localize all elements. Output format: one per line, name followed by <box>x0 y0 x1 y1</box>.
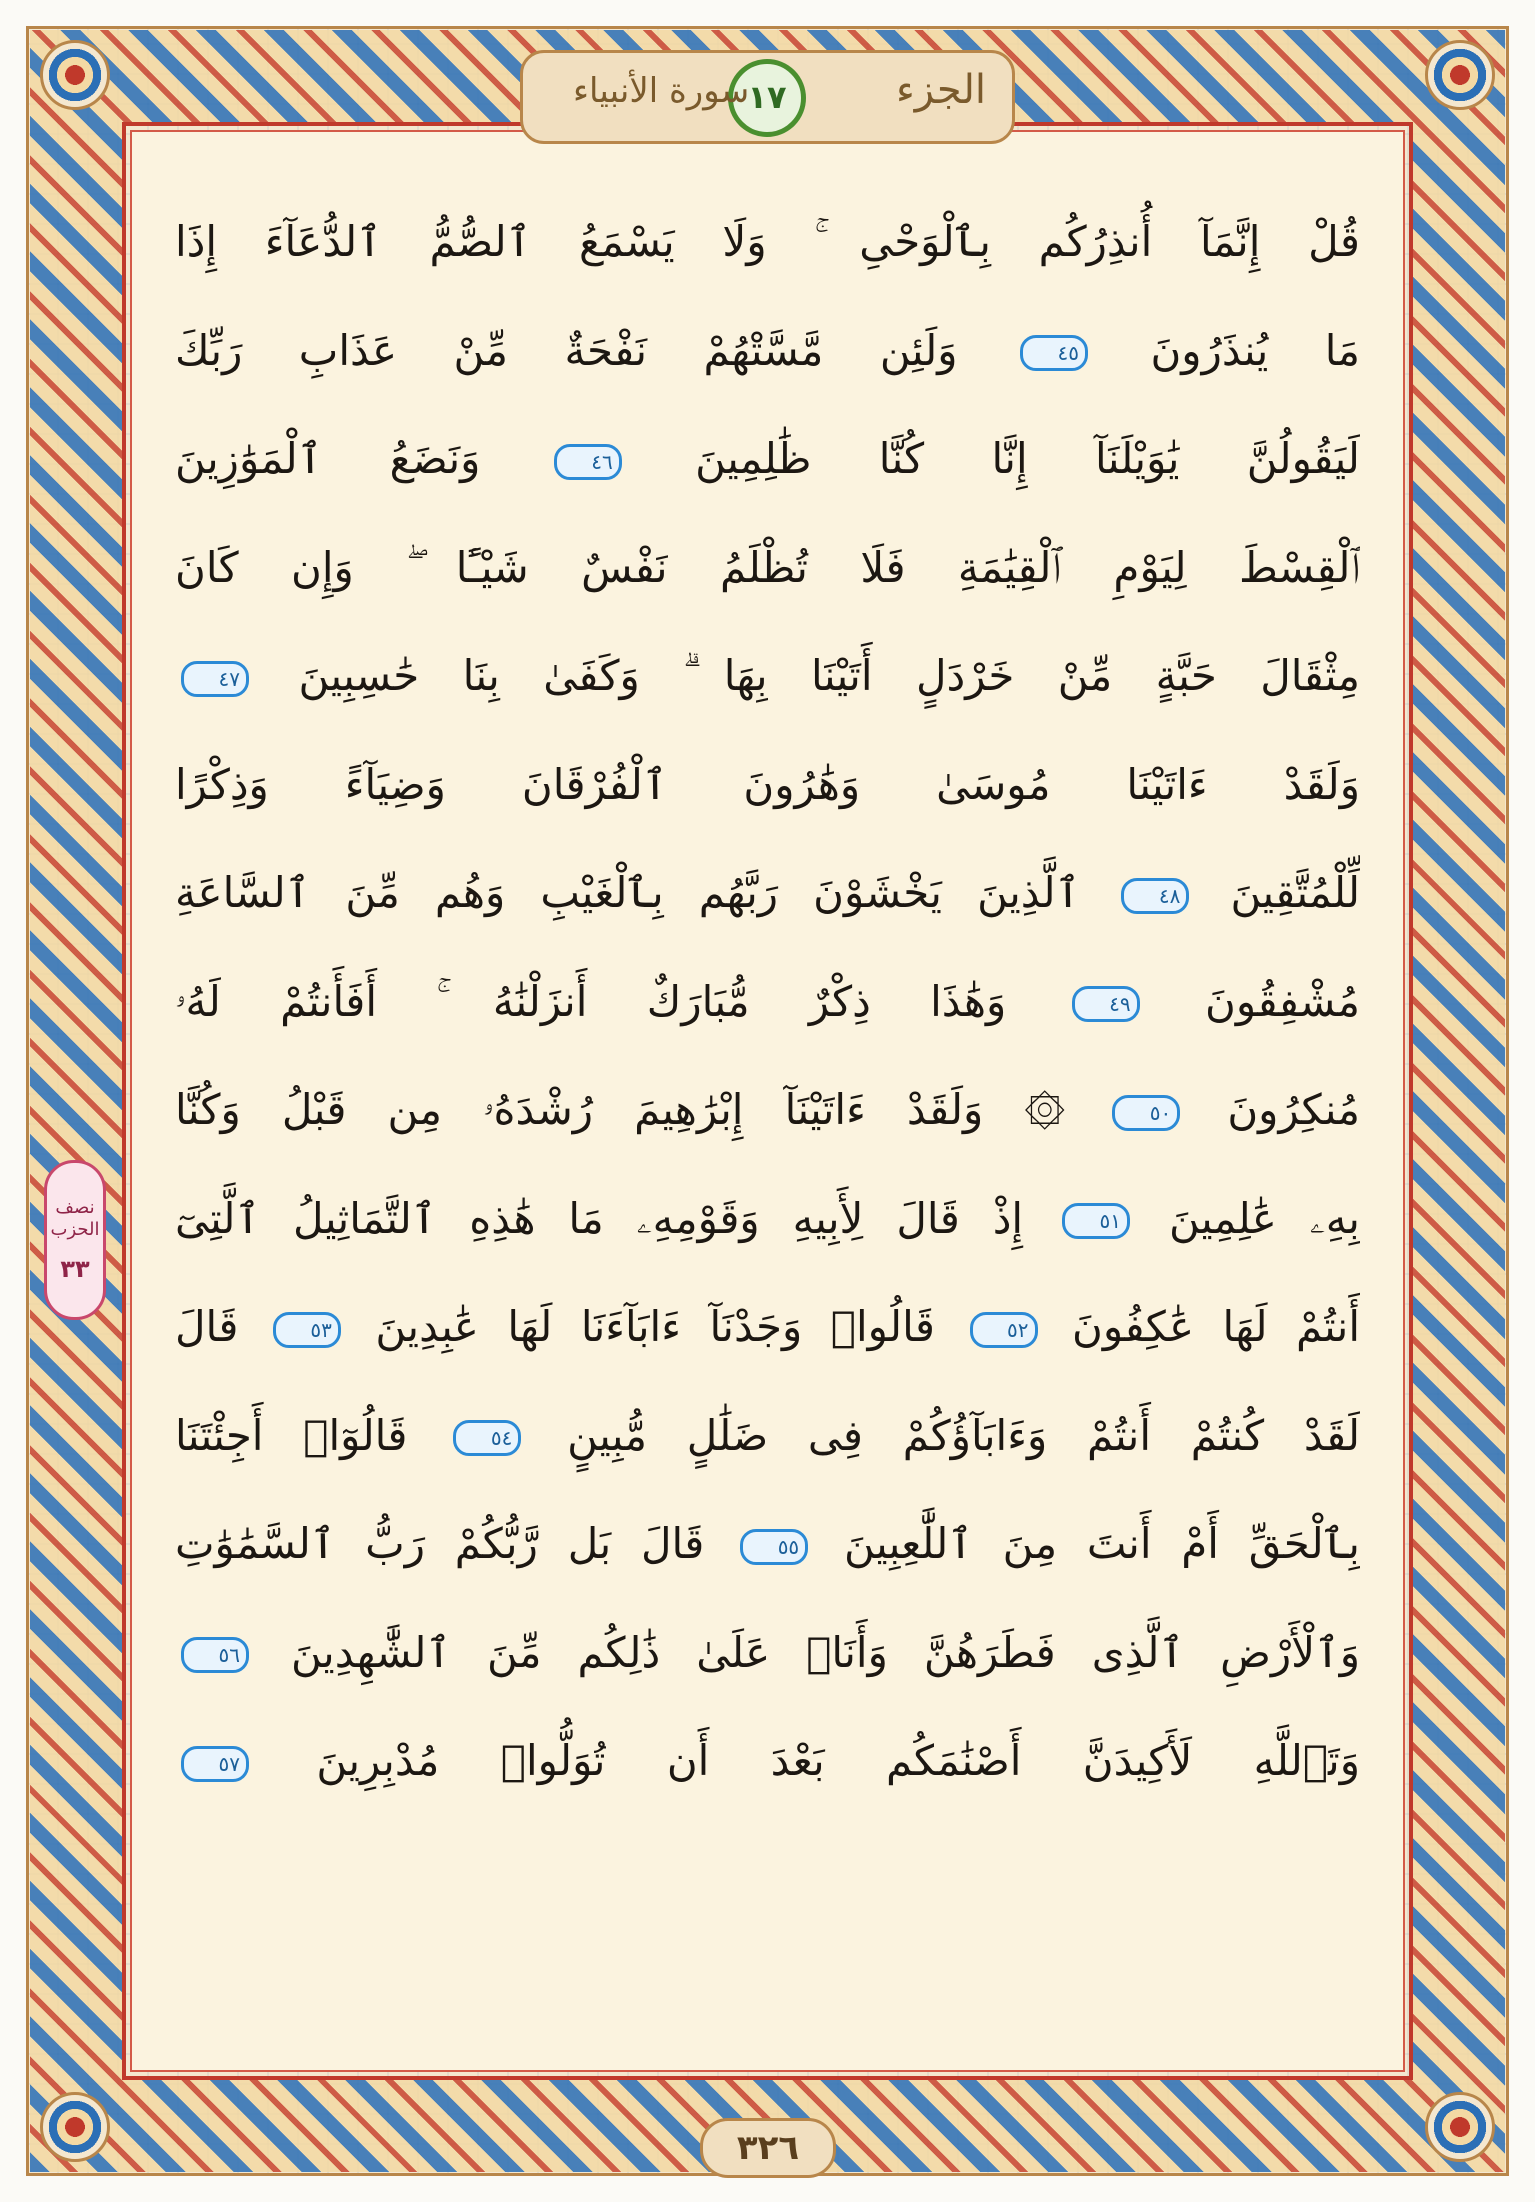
line-text: وَنَضَعُ ٱلْمَوَٰزِينَ <box>175 434 481 483</box>
line-text: قَالُوٓا۟ أَجِئْتَنَا <box>175 1410 408 1460</box>
line-text: قَالَ بَل رَّبُّكُمْ رَبُّ ٱلسَّمَٰوَٰتِ <box>175 1519 705 1568</box>
text-line <box>175 1165 1360 1274</box>
text-line <box>175 1490 1360 1599</box>
line-text: مُنكِرُونَ <box>1227 1085 1360 1134</box>
aya-number-marker: ٥٧ <box>181 1746 249 1782</box>
line-text: مَا يُنذَرُونَ <box>1150 325 1360 375</box>
text-line <box>175 1273 1360 1382</box>
line-text: بِٱلْحَقِّ أَمْ أَنتَ مِنَ ٱللَّٰعِبِينَ <box>843 1519 1360 1568</box>
aya-number-marker: ٤٦ <box>554 444 622 480</box>
line-text: وَهَٰذَا ذِكْرٌ مُّبَارَكٌ أَنزَلْنَٰهُ ۚ أَفَأَنتُمْ لَهُۥ <box>175 976 1007 1026</box>
line-text: مِثْقَالَ حَبَّةٍ مِّنْ خَرْدَلٍ أَتَيْنَا بِهَا ۗ وَكَفَىٰ بِنَا حَٰسِبِينَ <box>298 651 1360 700</box>
aya-number-marker: ٤٨ <box>1121 878 1189 914</box>
corner-ornament-bottom-left <box>40 2092 110 2162</box>
hizb-marker <box>44 1160 106 1320</box>
line-text: لَقَدْ كُنتُمْ أَنتُمْ وَءَابَآؤُكُمْ فِى ضَلَٰلٍ مُّبِينٍ <box>567 1410 1360 1460</box>
corner-ornament-top-right <box>1425 40 1495 110</box>
line-text: وَلَئِن مَّسَّتْهُمْ نَفْحَةٌ مِّنْ عَذَابِ رَبِّكَ <box>175 325 958 375</box>
aya-number-marker: ٤٩ <box>1072 986 1140 1022</box>
surah-name: سورة الأنبياء <box>573 71 750 111</box>
aya-number-marker: ٤٧ <box>181 661 249 697</box>
juz-label: الجزء <box>896 67 986 113</box>
line-text: أَنتُمْ لَهَا عَٰكِفُونَ <box>1072 1302 1360 1351</box>
line-text: لِّلْمُتَّقِينَ <box>1230 868 1360 917</box>
aya-number-marker: ٤٥ <box>1020 335 1088 371</box>
text-line <box>175 1056 1360 1165</box>
corner-ornament-bottom-right <box>1425 2092 1495 2162</box>
verse-text-block <box>175 188 1360 1816</box>
aya-number-marker: ٥١ <box>1062 1203 1130 1239</box>
line-text: إِذْ قَالَ لِأَبِيهِ وَقَوْمِهِۦ مَا هَٰذِهِ ٱلتَّمَاثِيلُ ٱلَّتِىٓ <box>175 1193 1024 1243</box>
line-text: قُلْ إِنَّمَآ أُنذِرُكُم بِٱلْوَحْىِ ۚ وَلَا يَسْمَعُ ٱلصُّمُّ ٱلدُّعَآءَ إِذَا <box>175 217 1360 266</box>
line-text: مُشْفِقُونَ <box>1204 976 1360 1026</box>
line-text: قَالَ <box>175 1302 239 1351</box>
aya-number-marker: ٥٣ <box>273 1312 341 1348</box>
text-line <box>175 948 1360 1057</box>
page-header <box>520 50 1015 144</box>
line-text: لَيَقُولُنَّ يَٰوَيْلَنَآ إِنَّا كُنَّا ظَٰلِمِينَ <box>695 434 1360 483</box>
line-text: ۞ وَلَقَدْ ءَاتَيْنَآ إِبْرَٰهِيمَ رُشْدَهُۥ مِن قَبْلُ وَكُنَّا <box>175 1085 1066 1134</box>
text-line <box>175 839 1360 948</box>
hizb-number: ٣٣ <box>60 1255 90 1283</box>
aya-number-marker: ٥٦ <box>181 1637 249 1673</box>
text-line <box>175 188 1360 297</box>
line-text: بِهِۦ عَٰلِمِينَ <box>1168 1193 1360 1243</box>
text-line <box>175 731 1360 840</box>
text-line <box>175 297 1360 406</box>
line-text: وَلَقَدْ ءَاتَيْنَا مُوسَىٰ وَهَٰرُونَ ٱلْفُرْقَانَ وَضِيَآءً وَذِكْرًا <box>175 759 1360 809</box>
line-text: قَالُوا۟ وَجَدْنَآ ءَابَآءَنَا لَهَا عَٰبِدِينَ <box>375 1302 935 1351</box>
line-text: وَٱلْأَرْضِ ٱلَّذِى فَطَرَهُنَّ وَأَنَا۠ عَلَىٰ ذَٰلِكُم مِّنَ ٱلشَّٰهِدِينَ <box>291 1627 1360 1677</box>
text-line <box>175 514 1360 623</box>
aya-number-marker: ٥٥ <box>740 1529 808 1565</box>
hizb-label: نصف الحزب <box>50 1197 100 1240</box>
aya-number-marker: ٥٢ <box>970 1312 1038 1348</box>
line-text: ٱلْقِسْطَ لِيَوْمِ ٱلْقِيَٰمَةِ فَلَا تُظْلَمُ نَفْسٌ شَيْـًٔا ۖ وَإِن كَانَ <box>175 542 1360 592</box>
text-line <box>175 622 1360 731</box>
juz-number-badge: ١٧ <box>728 59 806 137</box>
text-line <box>175 1707 1360 1816</box>
text-line <box>175 1599 1360 1708</box>
text-line <box>175 1382 1360 1491</box>
aya-number-marker: ٥٤ <box>453 1420 521 1456</box>
text-line <box>175 405 1360 514</box>
page-number: ٣٢٦ <box>700 2118 836 2178</box>
line-text: وَتَٱللَّهِ لَأَكِيدَنَّ أَصْنَٰمَكُم بَعْدَ أَن تُوَلُّوا۟ مُدْبِرِينَ <box>316 1736 1360 1785</box>
corner-ornament-top-left <box>40 40 110 110</box>
line-text: ٱلَّذِينَ يَخْشَوْنَ رَبَّهُم بِٱلْغَيْبِ وَهُم مِّنَ ٱلسَّاعَةِ <box>175 868 1081 917</box>
aya-number-marker: ٥٠ <box>1112 1095 1180 1131</box>
